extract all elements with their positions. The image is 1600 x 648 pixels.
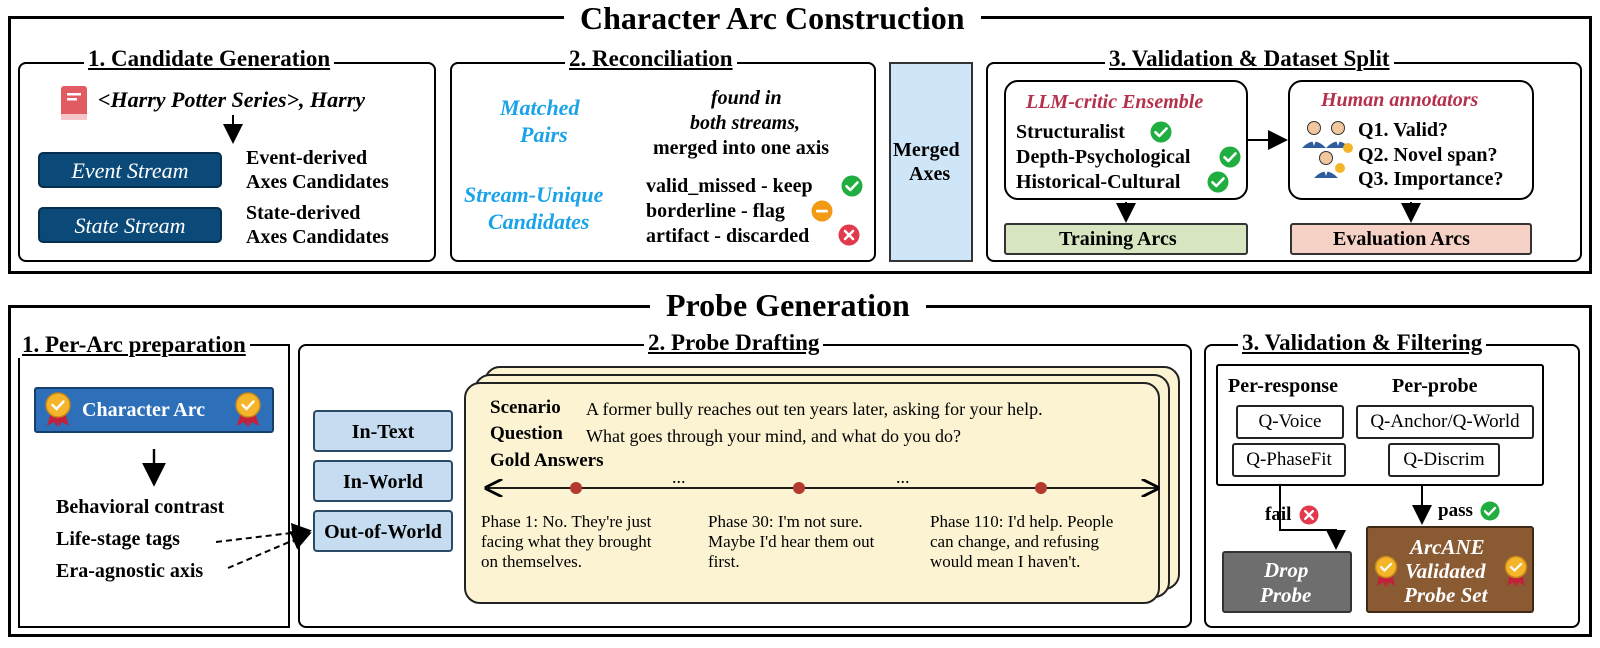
- award-medal-icon: [42, 390, 74, 428]
- state-desc-line-1: State-derived: [246, 202, 361, 224]
- annotators-icon: [1298, 118, 1358, 182]
- reconciliation-title: 2. Reconciliation: [565, 46, 737, 72]
- candidate-generation-title: 1. Candidate Generation: [84, 46, 334, 72]
- question-importance: Q3. Importance?: [1358, 168, 1504, 190]
- phase-30-line-2: Maybe I'd hear them out: [708, 532, 875, 551]
- phase-1-line-2: facing what they brought: [481, 532, 652, 551]
- per-probe-label: Per-probe: [1392, 375, 1478, 397]
- source-title: <Harry Potter Series>, Harry: [98, 87, 366, 112]
- flag-label: borderline - flag: [646, 200, 785, 222]
- question-valid: Q1. Valid?: [1358, 119, 1449, 141]
- critic-ensemble-title: LLM-critic Ensemble: [1026, 91, 1204, 113]
- scenario-label: Scenario: [490, 397, 561, 418]
- ellipsis-1: ...: [672, 467, 686, 487]
- q-discrim-box: Q-Discrim: [1388, 443, 1500, 477]
- character-arc-label: Character Arc: [82, 399, 206, 421]
- check-icon: [841, 175, 863, 197]
- q-voice-box: Q-Voice: [1236, 405, 1344, 439]
- book-icon: [58, 84, 90, 122]
- stream-unique-line-2: Candidates: [488, 209, 590, 234]
- training-arcs-label: Training Arcs: [1059, 228, 1177, 250]
- question-text: What goes through your mind, and what do you do?: [586, 426, 961, 446]
- event-stream-label: Event Stream: [38, 152, 222, 188]
- phase-1-line-3: on themselves.: [481, 552, 583, 571]
- award-medal-icon: [1502, 554, 1530, 588]
- question-label: Question: [490, 423, 563, 444]
- life-stage-tags: Life-stage tags: [56, 528, 180, 550]
- per-response-label: Per-response: [1228, 375, 1338, 397]
- ellipsis-2: ...: [896, 467, 910, 487]
- phase-30-line-3: first.: [708, 552, 740, 571]
- chip-in-text: In-Text: [313, 410, 453, 452]
- arcane-line-2: Validated: [1405, 559, 1486, 583]
- state-stream-label: State Stream: [38, 207, 222, 243]
- per-arc-preparation-title: 1. Per-Arc preparation: [18, 332, 250, 358]
- phase-30-line-1: Phase 30: I'm not sure.: [708, 512, 863, 531]
- question-novel-span: Q2. Novel span?: [1358, 144, 1498, 166]
- chip-in-world: In-World: [313, 460, 453, 502]
- gold-answers-label: Gold Answers: [490, 450, 604, 471]
- validation-split-title: 3. Validation & Dataset Split: [1105, 46, 1394, 72]
- merged-axes-line-1: Merged: [893, 139, 960, 161]
- chip-out-of-world: Out-of-World: [313, 510, 453, 552]
- found-line-1: found in: [711, 87, 782, 109]
- critic-depth-psychological: Depth-Psychological: [1016, 146, 1191, 168]
- event-desc-line-2: Axes Candidates: [246, 171, 389, 193]
- q-phasefit-box: Q-PhaseFit: [1232, 443, 1346, 477]
- found-line-3: merged into one axis: [653, 137, 830, 159]
- discard-label: artifact - discarded: [646, 225, 810, 247]
- minus-icon: [811, 200, 833, 222]
- phase-110-line-2: can change, and refusing: [930, 532, 1099, 551]
- award-medal-icon: [1372, 554, 1400, 588]
- scenario-text: A former bully reaches out ten years later, asking for your help.: [586, 399, 1043, 419]
- probe-generation-title: Probe Generation: [650, 287, 926, 323]
- drop-probe-line-2: Probe: [1260, 583, 1312, 607]
- pass-label: pass: [1438, 500, 1473, 521]
- fail-label: fail: [1265, 504, 1292, 525]
- phase-110-line-1: Phase 110: I'd help. People: [930, 512, 1114, 531]
- cross-icon: [1299, 505, 1319, 525]
- q-anchor-world-box: Q-Anchor/Q-World: [1356, 405, 1534, 439]
- critic-structuralist: Structuralist: [1016, 121, 1125, 143]
- validation-filtering-title: 3. Validation & Filtering: [1238, 330, 1486, 356]
- check-icon: [1150, 121, 1172, 143]
- keep-label: valid_missed - keep: [646, 175, 813, 197]
- matched-pairs-line-1: Matched: [500, 95, 580, 120]
- stream-unique-line-1: Stream-Unique: [464, 182, 604, 207]
- event-desc-line-1: Event-derived: [246, 147, 368, 169]
- award-medal-icon: [232, 390, 264, 428]
- arcane-line-1: ArcANE: [1410, 535, 1485, 559]
- check-icon: [1480, 501, 1500, 521]
- state-desc-line-2: Axes Candidates: [246, 226, 389, 248]
- behavioral-contrast: Behavioral contrast: [56, 496, 225, 518]
- phase-1-line-1: Phase 1: No. They're just: [481, 512, 652, 531]
- cross-icon: [838, 224, 860, 246]
- evaluation-arcs-label: Evaluation Arcs: [1333, 228, 1470, 250]
- matched-pairs-line-2: Pairs: [520, 122, 568, 147]
- human-annotators-title: Human annotators: [1321, 89, 1479, 111]
- phase-110-line-3: would mean I haven't.: [930, 552, 1081, 571]
- found-line-2: both streams,: [690, 112, 801, 134]
- critic-historical-cultural: Historical-Cultural: [1016, 171, 1181, 193]
- check-icon: [1219, 146, 1241, 168]
- probe-drafting-title: 2. Probe Drafting: [644, 330, 823, 356]
- check-icon: [1207, 171, 1229, 193]
- era-agnostic-axis: Era-agnostic axis: [56, 560, 204, 582]
- merged-axes-line-2: Axes: [909, 163, 951, 185]
- arcane-line-3: Probe Set: [1404, 583, 1488, 607]
- character-arc-construction-title: Character Arc Construction: [564, 0, 981, 36]
- drop-probe-line-1: Drop: [1264, 558, 1309, 582]
